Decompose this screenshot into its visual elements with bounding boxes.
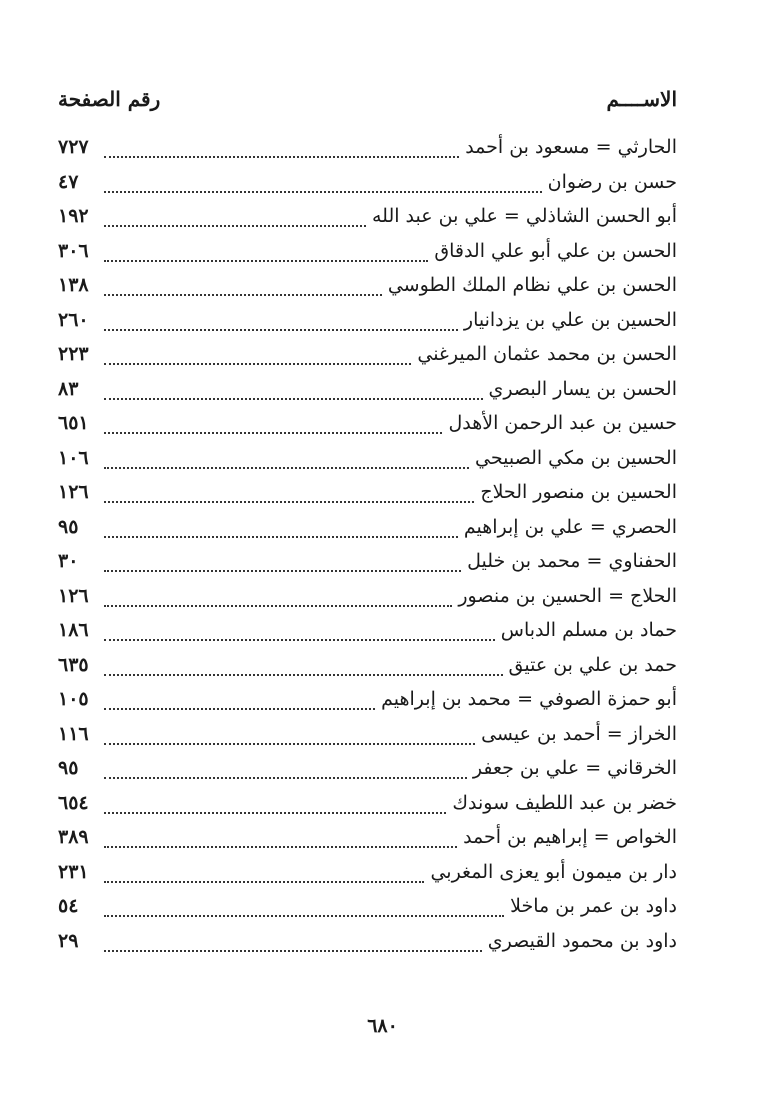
index-entry bbox=[58, 510, 677, 545]
entry-page-number: ٣٠٦ bbox=[58, 239, 89, 262]
entry-page-number: ٩٥ bbox=[58, 757, 79, 780]
dot-leader bbox=[104, 282, 382, 296]
entry-page-number: ٢٣١ bbox=[58, 860, 89, 883]
dot-leader bbox=[104, 731, 475, 745]
index-entry bbox=[58, 406, 677, 441]
entry-page-number: ١٢٦ bbox=[58, 584, 89, 607]
index-entry bbox=[58, 372, 677, 407]
entry-page-number: ١٣٨ bbox=[58, 274, 89, 297]
index-entry bbox=[58, 441, 677, 476]
entry-name: داود بن عمر بن ماخلا bbox=[510, 895, 677, 918]
dot-leader bbox=[104, 593, 452, 607]
entry-page-number: ٥٤ bbox=[58, 895, 79, 918]
entry-page-number: ٤٧ bbox=[58, 170, 79, 193]
entry-page-number: ١٠٦ bbox=[58, 446, 89, 469]
entry-name: الحسن بن علي نظام الملك الطوسي bbox=[387, 274, 677, 297]
page-column-heading: رقم الصفحة bbox=[58, 87, 161, 111]
dot-leader bbox=[104, 524, 458, 538]
dot-leader bbox=[104, 662, 503, 676]
entry-page-number: ٣٠ bbox=[58, 550, 79, 573]
index-entry bbox=[58, 337, 677, 372]
entry-name: الخرقاني = علي بن جعفر bbox=[472, 757, 677, 780]
index-entry bbox=[58, 544, 677, 579]
name-column-heading: الاســــم bbox=[606, 87, 677, 111]
entry-page-number: ١٩٢ bbox=[58, 205, 89, 228]
entry-name: أبو الحسن الشاذلي = علي بن عبد الله bbox=[371, 205, 677, 228]
entry-name: الحفناوي = محمد بن خليل bbox=[467, 550, 677, 573]
entry-name: الحسين بن منصور الحلاج bbox=[480, 481, 677, 504]
entry-name: حماد بن مسلم الدباس bbox=[500, 619, 677, 642]
page-number: ٦٨٠ bbox=[367, 1015, 398, 1037]
index-entry bbox=[58, 682, 677, 717]
dot-leader bbox=[104, 144, 459, 158]
entry-name: حمد بن علي بن عتيق bbox=[508, 653, 677, 676]
dot-leader bbox=[104, 558, 461, 572]
index-entry bbox=[58, 303, 677, 338]
dot-leader bbox=[104, 351, 411, 365]
entry-name: خضر بن عبد اللطيف سوندك bbox=[452, 791, 677, 814]
entry-name: الحسن بن يسار البصري bbox=[488, 377, 677, 400]
entry-name: حسين بن عبد الرحمن الأهدل bbox=[448, 412, 677, 435]
entry-name: الحسين بن مكي الصبيحي bbox=[475, 446, 677, 469]
entry-name: دار بن ميمون أبو يعزى المغربي bbox=[430, 860, 677, 883]
entry-page-number: ١٠٥ bbox=[58, 688, 89, 711]
index-entry bbox=[58, 613, 677, 648]
dot-leader bbox=[104, 800, 446, 814]
dot-leader bbox=[104, 213, 366, 227]
dot-leader bbox=[104, 489, 474, 503]
entry-page-number: ٦٥٤ bbox=[58, 791, 89, 814]
index-entry bbox=[58, 199, 677, 234]
dot-leader bbox=[104, 420, 442, 434]
entry-name: الخواص = إبراهيم بن أحمد bbox=[463, 826, 677, 849]
index-entry bbox=[58, 165, 677, 200]
entry-page-number: ١٢٦ bbox=[58, 481, 89, 504]
entry-name: الحارثي = مسعود بن أحمد bbox=[465, 136, 677, 159]
entry-name: داود بن محمود القيصري bbox=[487, 929, 677, 952]
dot-leader bbox=[104, 455, 469, 469]
dot-leader bbox=[104, 179, 542, 193]
index-entry bbox=[58, 648, 677, 683]
entry-page-number: ١١٦ bbox=[58, 722, 89, 745]
index-entry bbox=[58, 820, 677, 855]
entry-page-number: ٦٣٥ bbox=[58, 653, 89, 676]
entry-name: حسن بن رضوان bbox=[547, 170, 677, 193]
entry-page-number: ٢٩ bbox=[58, 929, 79, 952]
index-entry bbox=[58, 579, 677, 614]
index-entry bbox=[58, 751, 677, 786]
dot-leader bbox=[104, 834, 457, 848]
entry-name: الحسن بن علي أبو علي الدقاق bbox=[434, 239, 677, 262]
entry-page-number: ٢٢٣ bbox=[58, 343, 89, 366]
dot-leader bbox=[104, 248, 428, 262]
entry-page-number: ٨٣ bbox=[58, 377, 79, 400]
entry-name: الحسين بن علي بن يزدانيار bbox=[463, 308, 677, 331]
dot-leader bbox=[104, 696, 375, 710]
index-entry bbox=[58, 889, 677, 924]
entry-name: الحلاج = الحسين بن منصور bbox=[458, 584, 677, 607]
index-entry bbox=[58, 786, 677, 821]
index-entry bbox=[58, 717, 677, 752]
index-list bbox=[58, 130, 677, 958]
index-entry bbox=[58, 234, 677, 269]
dot-leader bbox=[104, 627, 495, 641]
entry-name: أبو حمزة الصوفي = محمد بن إبراهيم bbox=[381, 688, 677, 711]
dot-leader bbox=[104, 938, 482, 952]
dot-leader bbox=[104, 869, 424, 883]
index-entry bbox=[58, 130, 677, 165]
entry-page-number: ٣٨٩ bbox=[58, 826, 89, 849]
dot-leader bbox=[104, 903, 504, 917]
entry-name: الحصري = علي بن إبراهيم bbox=[463, 515, 677, 538]
dot-leader bbox=[104, 765, 467, 779]
entry-page-number: ٢٦٠ bbox=[58, 308, 89, 331]
index-entry bbox=[58, 268, 677, 303]
entry-page-number: ١٨٦ bbox=[58, 619, 89, 642]
dot-leader bbox=[104, 317, 458, 331]
entry-name: الخراز = أحمد بن عيسى bbox=[481, 722, 677, 745]
entry-page-number: ٩٥ bbox=[58, 515, 79, 538]
index-header bbox=[58, 82, 677, 116]
index-entry bbox=[58, 924, 677, 959]
entry-name: الحسن بن محمد عثمان الميرغني bbox=[417, 343, 677, 366]
entry-page-number: ٧٢٧ bbox=[58, 136, 89, 159]
entry-page-number: ٦٥١ bbox=[58, 412, 89, 435]
dot-leader bbox=[104, 386, 483, 400]
index-entry bbox=[58, 475, 677, 510]
index-entry bbox=[58, 855, 677, 890]
